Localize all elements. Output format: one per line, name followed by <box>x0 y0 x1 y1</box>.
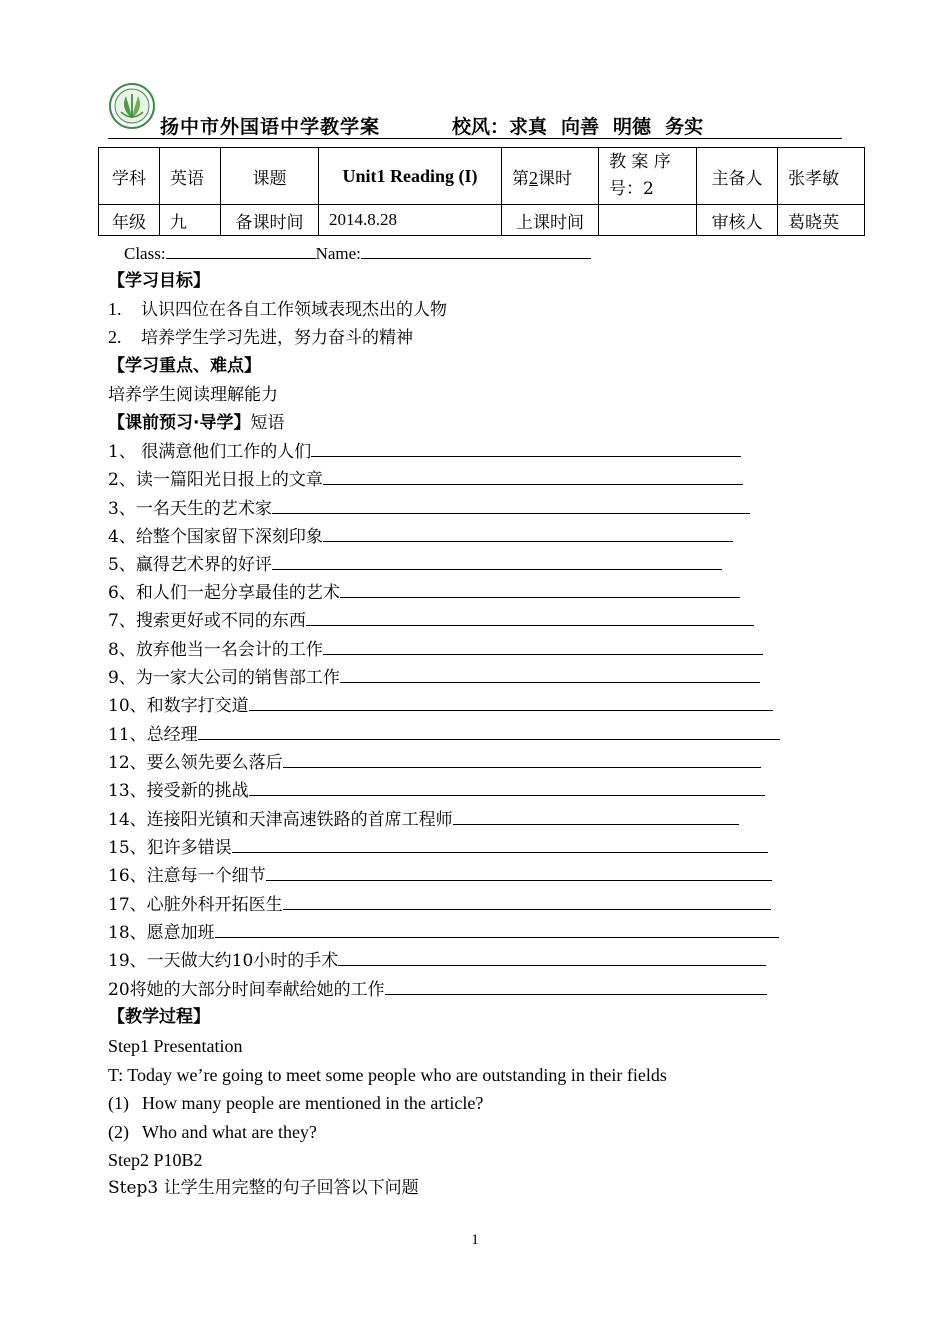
phrase-item: 20将她的大部分时间奉献给她的工作 <box>108 978 767 1001</box>
phrase-answer-blank[interactable] <box>283 893 771 910</box>
reviewer-value: 葛晓英 <box>778 205 865 236</box>
school-logo-icon <box>108 82 156 130</box>
phrase-item: 8、放弃他当一名会计的工作 <box>108 638 763 661</box>
reviewer-label: 审核人 <box>697 205 778 236</box>
phrase-answer-blank[interactable] <box>385 978 767 995</box>
period-cell <box>502 148 599 205</box>
phrase-answer-blank[interactable] <box>232 836 768 853</box>
preview-heading-suffix: 短语 <box>250 413 285 433</box>
subject-value: 英语 <box>160 148 221 205</box>
period-number: 2 <box>529 167 538 188</box>
phrase-answer-blank[interactable] <box>283 751 761 768</box>
motto-word: 向善 <box>561 116 600 138</box>
phrase-answer-blank[interactable] <box>215 921 779 938</box>
prep-time-value: 2014.8.28 <box>319 205 502 236</box>
class-blank[interactable] <box>166 242 316 259</box>
phrase-answer-blank[interactable] <box>306 609 754 626</box>
topic-label: 课题 <box>221 148 319 205</box>
period-prefix: 第 <box>512 168 529 189</box>
motto-label: 校风： <box>452 116 510 138</box>
phrase-item: 12、要么领先要么落后 <box>108 751 761 774</box>
phrase-answer-blank[interactable] <box>323 638 763 655</box>
phrase-item: 16、注意每一个细节 <box>108 864 772 887</box>
phrase-item: 10、和数字打交道 <box>108 694 773 717</box>
phrase-answer-blank[interactable] <box>323 525 733 542</box>
phrase-answer-blank[interactable] <box>338 949 766 966</box>
teacher-line: T: Today we’re going to meet some people who are outstanding in their fields <box>108 1065 667 1085</box>
phrase-item: 11、总经理 <box>108 723 780 746</box>
process-heading: 【教学过程】 <box>108 1007 210 1027</box>
phrase-answer-blank[interactable] <box>323 468 743 485</box>
phrase-item: 9、为一家大公司的销售部工作 <box>108 666 760 689</box>
question-item: (2) Who and what are they? <box>108 1122 317 1142</box>
phrase-item: 2、读一篇阳光日报上的文章 <box>108 468 743 491</box>
step3-line: Step3 让学生用完整的句子回答以下问题 <box>108 1178 419 1198</box>
phrase-item: 18、愿意加班 <box>108 921 779 944</box>
key-points-text: 培养学生阅读理解能力 <box>108 385 278 405</box>
phrase-item: 4、给整个国家留下深刻印象 <box>108 525 733 548</box>
phrase-answer-blank[interactable] <box>453 808 739 825</box>
preview-heading-line <box>108 412 284 434</box>
plan-number-label: 教 案 序号：2 <box>599 148 697 205</box>
motto-word: 求真 <box>509 116 548 138</box>
period-suffix: 课时 <box>538 168 572 189</box>
preparer-label: 主备人 <box>697 148 778 205</box>
phrase-item: 15、犯许多错误 <box>108 836 768 859</box>
objective-item: 2. 培养学生学习先进，努力奋斗的精神 <box>108 327 413 348</box>
phrase-item: 19、一天做大约10小时的手术 <box>108 949 766 972</box>
phrase-answer-blank[interactable] <box>272 497 750 514</box>
preview-heading: 【课前预习·导学】 <box>108 413 251 433</box>
phrase-item: 6、和人们一起分享最佳的艺术 <box>108 581 740 604</box>
grade-value: 九 <box>160 205 221 236</box>
motto-word: 务实 <box>665 116 704 138</box>
grade-label: 年级 <box>99 205 160 236</box>
phrase-answer-blank[interactable] <box>198 723 780 740</box>
step1-line: Step1 Presentation <box>108 1036 243 1056</box>
phrase-answer-blank[interactable] <box>311 440 741 457</box>
phrase-item: 1、 很满意他们工作的人们 <box>108 440 741 463</box>
page-number: 1 <box>471 1232 479 1248</box>
motto-word: 明德 <box>613 116 652 138</box>
lesson-info-table <box>98 147 865 236</box>
name-blank[interactable] <box>361 242 591 259</box>
step2-line: Step2 P10B2 <box>108 1150 203 1170</box>
phrase-item: 5、赢得艺术界的好评 <box>108 553 722 576</box>
phrase-answer-blank[interactable] <box>340 666 760 683</box>
question-item: (1) How many people are mentioned in the article? <box>108 1093 484 1113</box>
phrase-answer-blank[interactable] <box>272 553 722 570</box>
subject-label: 学科 <box>99 148 160 205</box>
class-name-line <box>124 242 591 265</box>
school-motto <box>452 112 703 139</box>
phrase-item: 14、连接阳光镇和天津高速铁路的首席工程师 <box>108 808 739 831</box>
phrase-answer-blank[interactable] <box>249 694 773 711</box>
objective-item: 1. 认识四位在各自工作领域表现杰出的人物 <box>108 299 447 320</box>
preparer-value: 张孝敏 <box>778 148 865 205</box>
class-time-value <box>599 205 697 236</box>
phrase-item: 13、接受新的挑战 <box>108 779 765 802</box>
school-name: 扬中市外国语中学教学案 <box>160 116 381 138</box>
class-time-label: 上课时间 <box>502 205 599 236</box>
phrase-item: 3、一名天生的艺术家 <box>108 497 750 520</box>
topic-value: Unit1 Reading (I) <box>319 148 502 205</box>
name-label: Name: <box>315 244 361 263</box>
phrase-item: 17、心脏外科开拓医生 <box>108 893 771 916</box>
class-label: Class: <box>124 244 166 263</box>
key-points-heading: 【学习重点、难点】 <box>108 356 261 376</box>
prep-time-label: 备课时间 <box>221 205 319 236</box>
objectives-heading: 【学习目标】 <box>108 271 210 291</box>
phrase-item: 7、搜索更好或不同的东西 <box>108 609 754 632</box>
header-rule <box>108 138 842 139</box>
phrase-answer-blank[interactable] <box>340 581 740 598</box>
phrase-answer-blank[interactable] <box>249 779 765 796</box>
phrase-answer-blank[interactable] <box>266 864 772 881</box>
